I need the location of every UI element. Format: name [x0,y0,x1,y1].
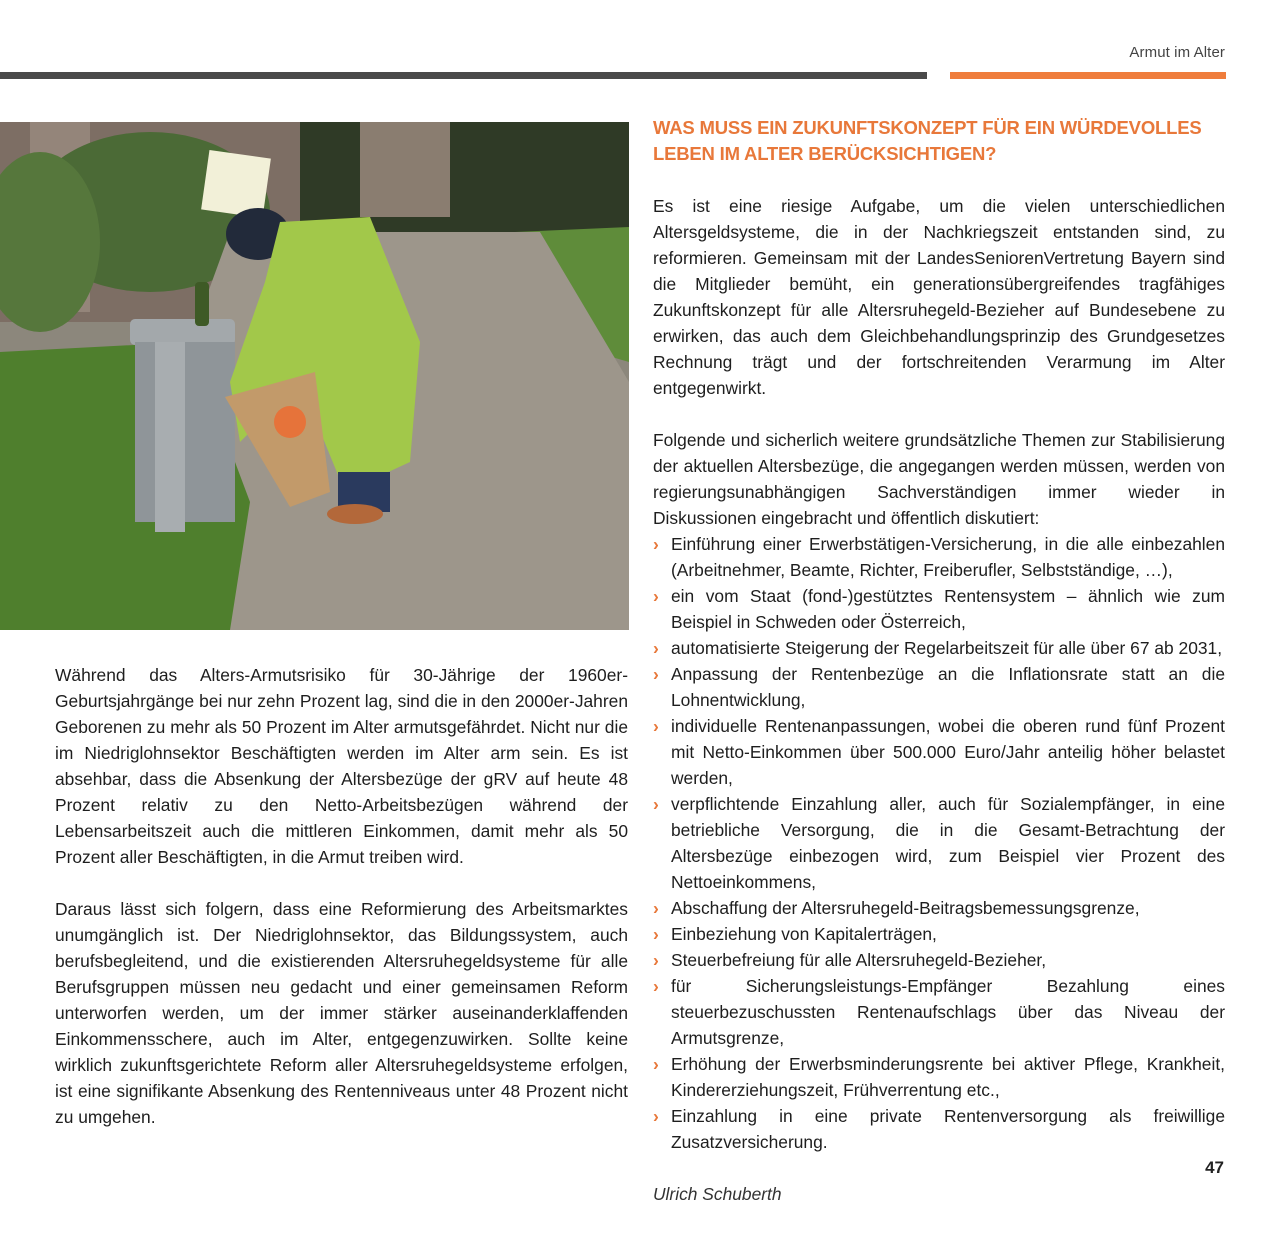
list-item: › Steuerbefreiung für alle Altersruhegeld-Bezieher, [653,947,1225,973]
chevron-right-icon: › [653,664,659,684]
author-name: Ulrich Schuberth [653,1184,782,1204]
list-item: › Anpassung der Rentenbezüge an die Inflationsrate statt an die Lohnentwicklung, [653,661,1225,713]
body-paragraph: Es ist eine riesige Aufgabe, um die vielen unterschiedlichen Altersgeldsysteme, die in der Nachkriegszeit entstanden sind, zu reformieren. Gemeinsam mit der LandesSeniorenVertretung Bayern sind die Mitglieder bemüht, ein generationsübergreifendes tragfähiges Zukunftskonzept für alle Altersruhegeld-Bezieher auf Bundesebene zu erwirken, das auch dem Gleichbehandlungsprinzip des Grundgesetzes Rechnung trägt und der fortschreitenden Verarmung im Alter entgegenwirkt. [653,196,1225,398]
list-item: › Abschaffung der Altersruhegeld-Beitragsbemessungsgrenze, [653,895,1225,921]
chevron-right-icon: › [653,716,659,736]
body-paragraph: Während das Alters-Armutsrisiko für 30-Jährige der 1960er-Geburtsjahrgänge bei nur zehn Prozent lag, sind die in den 2000er-Jahren Geborenen zu mehr als 50 Prozent im Alter armutsgefährdet. Nicht nur die im Niedriglohnsektor Beschäftigten werden im Alter arm sein. Es ist absehbar, dass die Absenkung der Altersbezüge der gRV auf heute 48 Prozent relativ zu den Netto-Arbeitsbezügen während der Lebensarbeitszeit auch die mittleren Einkommen, damit mehr als 50 Prozent aller Beschäftigten, in die Armut treiben wird. [55,665,628,867]
list-item: › automatisierte Steigerung der Regelarbeitszeit für alle über 67 ab 2031, [653,635,1225,661]
list-item: › individuelle Rentenanpassungen, wobei die oberen rund fünf Prozent mit Netto-Einkommen über 500.000 Euro/Jahr anteilig höher belastet werden, [653,713,1225,791]
article-photo [0,122,629,630]
list-item: › ein vom Staat (fond-)gestütztes Rentensystem – ähnlich wie zum Beispiel in Schweden oder Österreich, [653,583,1225,635]
chevron-right-icon: › [653,1106,659,1126]
chevron-right-icon: › [653,924,659,944]
list-item: › für Sicherungsleistungs-Empfänger Bezahlung eines steuerbezuschussten Rentenaufschlags über das Niveau der Armutsgrenze, [653,973,1225,1051]
list-item: › Einbeziehung von Kapitalerträgen, [653,921,1225,947]
list-item: › Einführung einer Erwerbstätigen-Versicherung, in die alle einbezahlen (Arbeitnehmer, Beamte, Richter, Freiberufler, Selbstständige, …), [653,531,1225,583]
header-rule-accent [950,72,1226,79]
chevron-right-icon: › [653,586,659,606]
body-paragraph: Daraus lässt sich folgern, dass eine Reformierung des Arbeitsmarktes unumgänglich ist. Der Niedriglohnsektor, das Bildungssystem, auch berufsbegleitend, und die existierenden Altersruhegeldsysteme für alle Berufsgruppen müssen neu gedacht und einer gemeinsamen Reform unterworfen werden, um der immer stärker auseinanderklaffenden Einkommensschere, auch im Alter, entgegenzuwirken. Sollte keine wirklich zukunftsgerichtete Reform aller Altersruhegeldsysteme erfolgen, ist eine signifikante Absenkung des Rentenniveaus unter 48 Prozent nicht zu umgehen. [55,899,628,1127]
chevron-right-icon: › [653,1054,659,1074]
page-number: 47 [1205,1158,1224,1177]
list-item: › Erhöhung der Erwerbsminderungsrente bei aktiver Pflege, Krankheit, Kindererziehungszeit, Frühverrentung etc., [653,1051,1225,1103]
chevron-right-icon: › [653,950,659,970]
body-paragraph: Folgende und sicherlich weitere grundsätzliche Themen zur Stabilisierung der aktuellen Altersbezüge, die angegangen werden müssen, werden von regierungsunabhängigen Sachverständigen immer wieder in Diskussionen eingebracht und öffentlich diskutiert: [653,430,1225,528]
proposal-list [653,531,1225,1155]
chevron-right-icon: › [653,794,659,814]
header-rule-dark [0,72,927,79]
chevron-right-icon: › [653,638,659,658]
chevron-right-icon: › [653,898,659,918]
list-item: › Einzahlung in eine private Rentenversorgung als freiwillige Zusatzversicherung. [653,1103,1225,1155]
left-column [55,662,628,1156]
list-item: › verpflichtende Einzahlung aller, auch für Sozialempfänger, in eine betriebliche Versorgung, die in die Gesamt-Betrachtung der Altersbezüge einbezogen wird, zum Beispiel vier Prozent des Nettoeinkommens, [653,791,1225,895]
chevron-right-icon: › [653,976,659,996]
chevron-right-icon: › [653,534,659,554]
running-title: Armut im Alter [1129,44,1225,61]
section-headline: WAS MUSS EIN ZUKUNFTSKONZEPT FÜR EIN WÜRDEVOLLES LEBEN IM ALTER BERÜCKSICHTIGEN? [653,117,1202,164]
right-column [653,115,1225,1233]
